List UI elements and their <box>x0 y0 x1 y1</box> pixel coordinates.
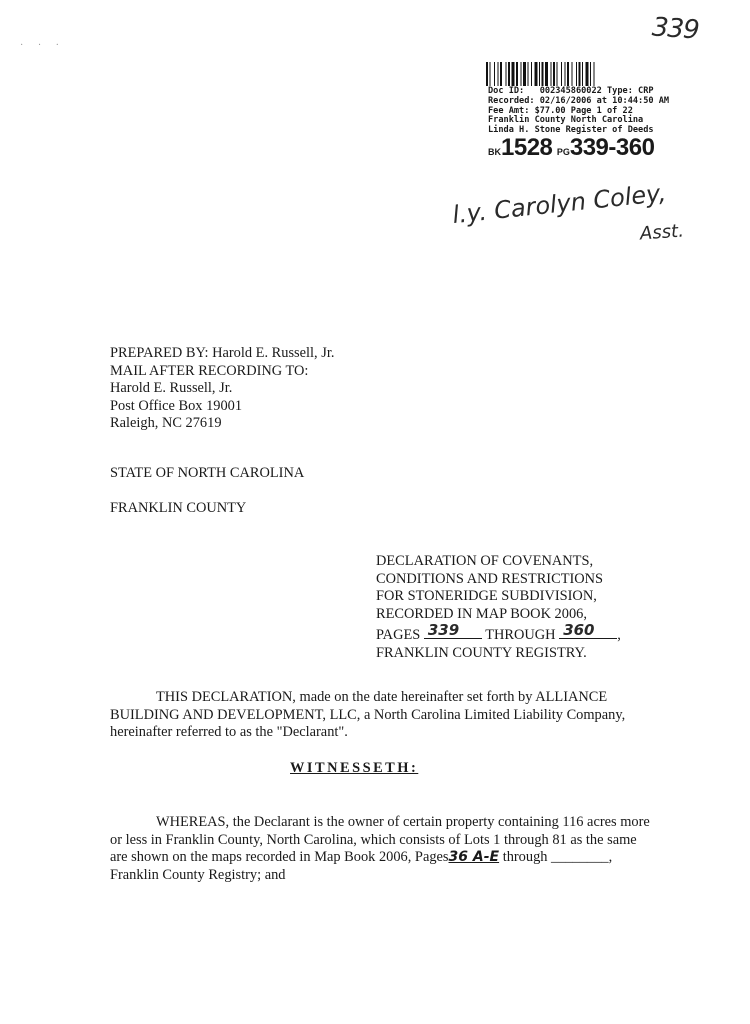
declaration-text: THIS DECLARATION, made on the date hereinafter set forth by ALLIANCE BUILDING AND DEVELOPMENT, LLC, a North Carolina Limited Liability Company, hereinafter referred to as the "Declarant". <box>110 689 626 741</box>
through-label: THROUGH <box>485 627 556 644</box>
whereas-text: WHEREAS, the Declarant is the owner of certain property containing 116 acres more or less in Franklin County, North Carolina, which consists of Lots 1 through 81 as the same are shown on the maps recorded in Map Book 2006, Pages <box>110 814 650 866</box>
pages-from-handwritten: 339 <box>427 620 460 639</box>
stamp-recorded: Recorded: 02/16/2006 at 10:44:50 AM <box>488 95 670 106</box>
stamp-fee: Fee Amt: $77.00 Page 1 of 22 <box>488 105 633 116</box>
prepared-by-line: PREPARED BY: Harold E. Russell, Jr. <box>110 345 335 361</box>
recording-stamp <box>488 87 669 136</box>
title-line-6: FRANKLIN COUNTY REGISTRY. <box>376 644 587 661</box>
whereas-paragraph <box>110 814 650 884</box>
stamp-register: Linda H. Stone Register of Deeds <box>488 125 654 136</box>
stamp-doc-id: Doc ID: 002345860022 Type: CRP <box>488 86 654 96</box>
title-line-2: CONDITIONS AND RESTRICTIONS <box>376 570 604 587</box>
title-line-5 <box>376 620 621 645</box>
whereas-text-end: through ________, Franklin County Registry; and <box>110 849 613 883</box>
mail-after-line: MAIL AFTER RECORDING TO: <box>110 362 309 379</box>
pg-label: PG <box>556 147 570 157</box>
barcode-icon <box>486 62 692 86</box>
bk-label: BK <box>488 147 501 157</box>
declaration-title <box>376 553 621 663</box>
handwritten-map-pages: 36 A-E <box>448 849 500 866</box>
handwritten-signature: l.y. Carolyn Coley, <box>451 178 668 230</box>
scan-specks: · · · <box>20 40 65 51</box>
title-line-4: RECORDED IN MAP BOOK 2006, <box>376 605 587 622</box>
handwritten-title: Asst. <box>639 220 685 245</box>
title-line-5-comma: , <box>617 627 621 644</box>
pages-label: PAGES <box>376 627 421 644</box>
county-heading: FRANKLIN COUNTY <box>110 500 247 516</box>
title-line-3: FOR STONERIDGE SUBDIVISION, <box>376 588 597 605</box>
mail-city: Raleigh, NC 27619 <box>110 415 222 432</box>
pages-from-blank <box>424 620 482 639</box>
witnesseth-heading: WITNESSETH: <box>290 760 419 776</box>
declaration-paragraph <box>110 689 650 742</box>
pages-to-handwritten: 360 <box>563 620 595 639</box>
handwritten-page-number: 339 <box>651 12 700 46</box>
mail-po-box: Post Office Box 19001 <box>110 397 243 414</box>
book-page-reference <box>488 134 654 162</box>
state-heading: STATE OF NORTH CAROLINA <box>110 465 305 481</box>
title-line-1: DECLARATION OF COVENANTS, <box>376 553 594 569</box>
bk-number: 1528 <box>501 134 553 161</box>
pg-range: 339-360 <box>569 134 655 161</box>
stamp-county: Franklin County North Carolina <box>488 115 644 126</box>
pages-to-blank <box>559 620 617 639</box>
prepared-by-block <box>110 345 334 433</box>
mail-name: Harold E. Russell, Jr. <box>110 380 233 397</box>
